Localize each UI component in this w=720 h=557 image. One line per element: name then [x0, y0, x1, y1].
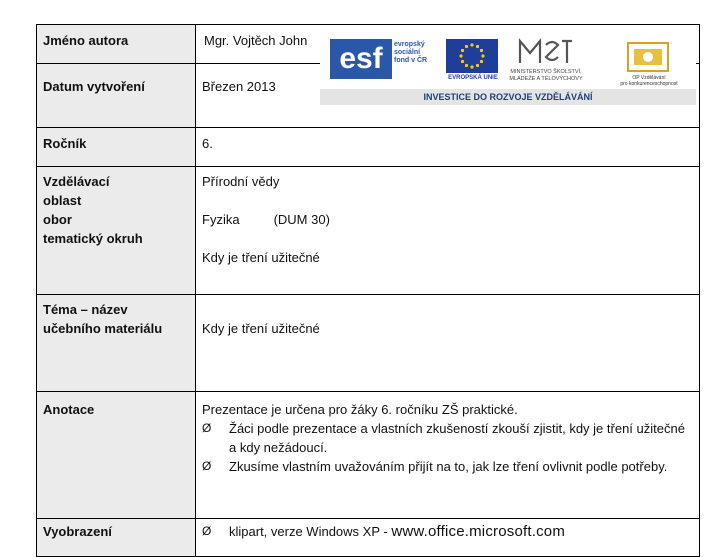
imagery-bullets [202, 522, 693, 541]
msmt-caption-line: MINISTERSTVO ŠKOLSTVÍ, [510, 69, 582, 75]
row-annotation [37, 392, 700, 519]
esf-mark: esf [339, 42, 383, 75]
list-item [202, 457, 693, 476]
arrow-bullet-icon: Ø [202, 421, 212, 435]
row-grade [37, 128, 700, 167]
field-line [202, 210, 693, 229]
area-label-line: tematický okruh [43, 231, 143, 246]
esf-logo [330, 39, 392, 79]
theme-text: Kdy je tření užitečné [202, 321, 320, 336]
area-label-line: obor [43, 212, 72, 227]
theme-value [196, 295, 700, 392]
esf-text [394, 41, 444, 65]
imagery-text: klipart, verze Windows XP - [229, 524, 392, 539]
created-label: Datum vytvoření [37, 64, 196, 128]
esf-text-line: sociální [394, 49, 421, 56]
annotation-bullets [202, 419, 693, 476]
funding-logo-banner [320, 33, 696, 105]
annotation-value [196, 392, 700, 519]
area-label [37, 167, 196, 295]
created-date: Březen 2013 [202, 79, 276, 94]
list-item [202, 419, 693, 457]
row-theme [37, 295, 700, 392]
row-area [37, 167, 700, 295]
banner-slogan: INVESTICE DO ROZVOJE VZDĚLÁVÁNÍ [423, 92, 593, 102]
eu-caption: EVROPSKÁ UNIE [448, 75, 498, 81]
msmt-caption-line: MLÁDEŽE A TĚLOVÝCHOVY [509, 76, 583, 82]
grade-label: Ročník [37, 128, 196, 167]
row-imagery [37, 519, 700, 557]
arrow-bullet-icon: Ø [202, 524, 212, 538]
banner-bottom-strip [320, 89, 696, 105]
op-caption [608, 75, 690, 87]
theme-label-line: Téma – název [43, 302, 128, 317]
area-label-line: Vzdělávací [43, 174, 110, 189]
topic-text: Kdy je tření užitečné [202, 250, 320, 265]
imagery-label: Vyobrazení [37, 519, 196, 557]
list-item [202, 522, 693, 541]
bullet-text: Žáci podle prezentace a vlastních zkušeností zkouší zjistit, kdy je tření užitečné a kdy nežádoucí. [229, 421, 685, 455]
annotation-label: Anotace [37, 392, 196, 519]
grade-value: 6. [196, 128, 700, 167]
op-caption-line: OP Vzdělávání [632, 75, 666, 81]
esf-text-line: evropský [394, 41, 425, 48]
imagery-brand: www.office.microsoft.com [391, 523, 566, 540]
author-label: Jméno autora [37, 25, 196, 64]
esf-text-line: fond v ČR [394, 57, 428, 64]
author-name: Mgr. Vojtěch John [204, 33, 308, 48]
theme-label-line: učebního materiálu [43, 321, 163, 336]
op-caption-line: pro konkurenceschopnost [620, 81, 678, 87]
area-value [196, 167, 700, 295]
bullet-text: Zkusíme vlastním uvažováním přijít na to, jak lze tření ovlivnit podle potřeby. [229, 459, 668, 474]
arrow-bullet-icon: Ø [202, 459, 212, 473]
msmt-logo-icon [516, 37, 576, 67]
msmt-caption [506, 69, 586, 83]
theme-label [37, 295, 196, 392]
area-label-line: oblast [43, 193, 82, 208]
dum-text: (DUM 30) [273, 212, 330, 227]
imagery-value [196, 519, 700, 557]
subject-text: Přírodní vědy [202, 174, 280, 189]
field-text: Fyzika [202, 212, 240, 227]
eu-flag-icon [446, 39, 498, 73]
op-vk-logo-icon [620, 39, 676, 75]
annotation-intro: Prezentace je určena pro žáky 6. ročníku ZŠ praktické. [202, 402, 518, 417]
